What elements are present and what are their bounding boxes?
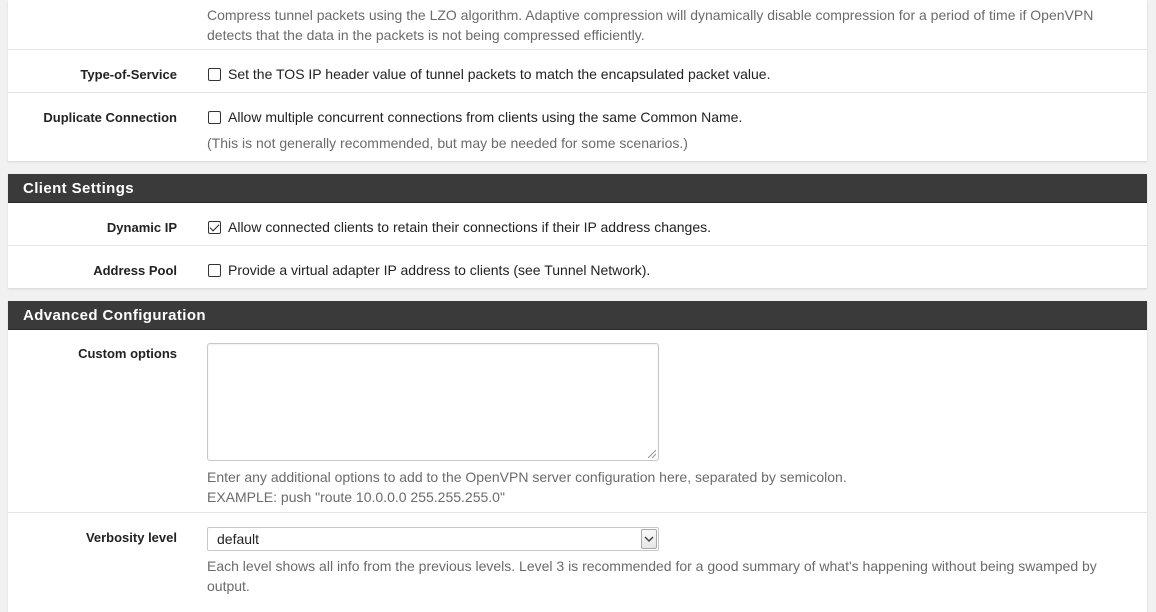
- client-settings-panel: [8, 174, 1147, 288]
- compression-help-line2: detects that the data in the packets is not being compressed efficiently.: [207, 27, 645, 43]
- address-pool-row: [8, 246, 1147, 288]
- type-of-service-checkbox[interactable]: [208, 68, 221, 81]
- compression-help-line1: Compress tunnel packets using the LZO algorithm. Adaptive compression will dynamically disable compression for a period of time if OpenVPN: [207, 7, 1094, 23]
- duplicate-connection-text: Allow multiple concurrent connections from clients using the same Common Name.: [228, 109, 743, 125]
- duplicate-connection-checkbox[interactable]: [208, 111, 221, 124]
- verbosity-select[interactable]: [207, 527, 659, 551]
- compression-help-row: [8, 0, 1147, 50]
- advanced-configuration-heading: Advanced Configuration: [8, 301, 1147, 330]
- custom-options-textarea[interactable]: [207, 343, 659, 461]
- chevron-down-icon[interactable]: [641, 529, 657, 549]
- dynamic-ip-row: [8, 203, 1147, 246]
- custom-options-help-line1: Enter any additional options to add to the OpenVPN server configuration here, separated by semicolon.: [207, 469, 847, 485]
- verbosity-selected-value: default: [217, 531, 260, 547]
- advanced-configuration-panel: [8, 301, 1147, 612]
- custom-options-label: Custom options: [78, 346, 177, 361]
- custom-options-help-line2: EXAMPLE: push "route 10.0.0.0 255.255.255.0": [207, 489, 505, 505]
- address-pool-label: Address Pool: [93, 263, 177, 278]
- dynamic-ip-checkbox[interactable]: [208, 221, 221, 234]
- duplicate-connection-row: [8, 93, 1147, 161]
- type-of-service-text: Set the TOS IP header value of tunnel packets to match the encapsulated packet value.: [228, 66, 771, 82]
- duplicate-connection-label: Duplicate Connection: [43, 110, 177, 125]
- client-settings-heading: Client Settings: [8, 174, 1147, 203]
- type-of-service-label: Type-of-Service: [80, 67, 177, 82]
- address-pool-option[interactable]: [208, 262, 650, 278]
- verbosity-label: Verbosity level: [85, 530, 177, 545]
- dynamic-ip-label: Dynamic IP: [106, 220, 177, 235]
- verbosity-help-line1: Each level shows all info from the previous levels. Level 3 is recommended for a good summary of what's happening without being swamped by: [207, 558, 1097, 574]
- resize-grip-icon[interactable]: [648, 450, 656, 458]
- dynamic-ip-option[interactable]: [208, 219, 711, 235]
- tunnel-settings-panel: [8, 0, 1147, 161]
- address-pool-text: Provide a virtual adapter IP address to clients (see Tunnel Network).: [228, 262, 651, 278]
- type-of-service-option[interactable]: [208, 66, 770, 82]
- dynamic-ip-text: Allow connected clients to retain their connections if their IP address changes.: [228, 219, 712, 235]
- verbosity-row: [8, 513, 1147, 612]
- type-of-service-row: [8, 50, 1147, 93]
- address-pool-checkbox[interactable]: [208, 264, 221, 277]
- verbosity-help-line2: output.: [207, 578, 250, 594]
- duplicate-connection-option[interactable]: [208, 109, 742, 125]
- custom-options-row: [8, 329, 1147, 513]
- duplicate-connection-help: (This is not generally recommended, but may be needed for some scenarios.): [207, 135, 688, 151]
